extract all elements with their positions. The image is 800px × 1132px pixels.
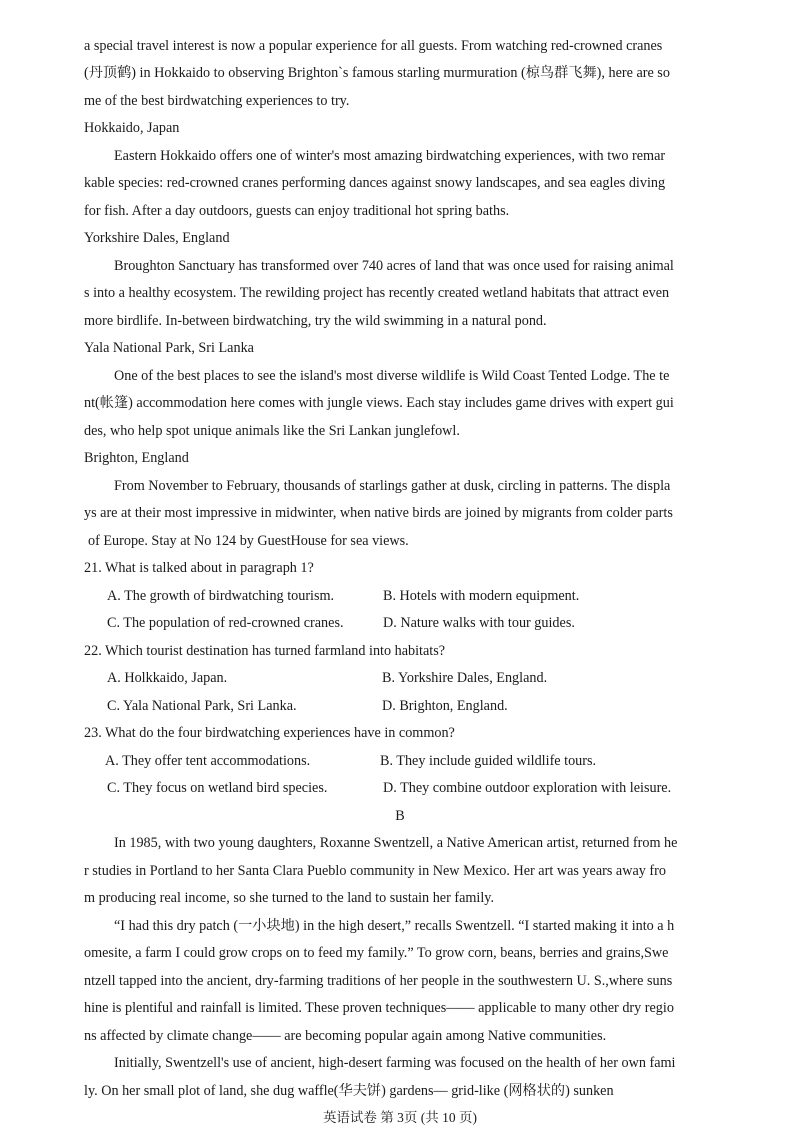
passage-b-line: m producing real income, so she turned to the land to sustain her family. (84, 890, 495, 906)
question-option: D. They combine outdoor exploration with leisure. (383, 780, 672, 796)
section-line: des, who help spot unique animals like the Sri Lankan junglefowl. (84, 423, 460, 439)
page-footer: 英语试卷 第 3页 (共 10 页) (322, 1110, 478, 1125)
passage-b-line: In 1985, with two young daughters, Roxanne Swentzell, a Native American artist, returned from he (114, 835, 678, 851)
passage-b-line: ns affected by climate change—— are becoming popular again among Native communities. (84, 1028, 607, 1044)
question-option: C. The population of red-crowned cranes. (107, 615, 344, 631)
question-option: A. They offer tent accommodations. (105, 753, 311, 769)
passage-b-label: B (395, 808, 405, 824)
section-heading-brighton: Brighton, England (84, 450, 189, 466)
passage-a-intro-line: a special travel interest is now a popular experience for all guests. From watching red-crowned cranes (84, 38, 663, 54)
section-line: Eastern Hokkaido offers one of winter's most amazing birdwatching experiences, with two remar (114, 148, 666, 164)
passage-b-line: hine is plentiful and rainfall is limited. These proven techniques—— applicable to many other dry regio (84, 1000, 674, 1016)
section-heading-hokkaido: Hokkaido, Japan (84, 120, 180, 136)
section-line: of Europe. Stay at No 124 by GuestHouse for sea views. (88, 533, 409, 549)
passage-a-intro-line: (丹顶鹤) in Hokkaido to observing Brighton`s famous starling murmuration (椋鸟群飞舞), here are so (84, 65, 670, 81)
question-stem-23: 23. What do the four birdwatching experiences have in common? (84, 725, 455, 741)
section-line: nt(帐篷) accommodation here comes with jungle views. Each stay includes game drives with expert gui (84, 395, 674, 411)
section-line: more birdlife. In-between birdwatching, try the wild swimming in a natural pond. (84, 313, 547, 329)
passage-b-line: ntzell tapped into the ancient, dry-farming traditions of her people in the southwestern U. S.,where suns (84, 973, 673, 989)
section-line: From November to February, thousands of starlings gather at dusk, circling in patterns. The displa (114, 478, 671, 494)
question-option: A. The growth of birdwatching tourism. (107, 588, 335, 604)
passage-a-intro-line: me of the best birdwatching experiences to try. (84, 93, 350, 109)
passage-b-line: Initially, Swentzell's use of ancient, high-desert farming was focused on the health of her own fami (114, 1055, 676, 1071)
question-stem-21: 21. What is talked about in paragraph 1? (84, 560, 314, 576)
question-option: B. Hotels with modern equipment. (383, 588, 580, 604)
passage-b-line: ly. On her small plot of land, she dug waffle(华夫饼) gardens— grid-like (网格状的) sunken (84, 1083, 614, 1099)
section-line: ys are at their most impressive in midwinter, when native birds are joined by migrants from colder parts (84, 505, 673, 521)
question-option: B. They include guided wildlife tours. (380, 753, 597, 769)
section-line: One of the best places to see the island's most diverse wildlife is Wild Coast Tented Lodge. The te (114, 368, 670, 384)
section-heading-yorkshire: Yorkshire Dales, England (84, 230, 230, 246)
passage-b-line: omesite, a farm I could grow crops on to feed my family.” To grow corn, beans, berries and grains,Swe (84, 945, 669, 961)
question-option: A. Holkkaido, Japan. (107, 670, 228, 686)
question-option: B. Yorkshire Dales, England. (382, 670, 548, 686)
passage-b-line: r studies in Portland to her Santa Clara Pueblo community in New Mexico. Her art was years away fro (84, 863, 666, 879)
section-heading-yala: Yala National Park, Sri Lanka (84, 340, 254, 356)
question-option: C. Yala National Park, Sri Lanka. (107, 698, 297, 714)
section-line: Broughton Sanctuary has transformed over 740 acres of land that was once used for raising animal (114, 258, 674, 274)
passage-b-line: “I had this dry patch (一小块地) in the high desert,” recalls Swentzell. “I started making it into a h (114, 918, 675, 934)
question-option: D. Nature walks with tour guides. (383, 615, 575, 631)
question-option: C. They focus on wetland bird species. (107, 780, 328, 796)
section-line: for fish. After a day outdoors, guests can enjoy traditional hot spring baths. (84, 203, 510, 219)
question-option: D. Brighton, England. (382, 698, 508, 714)
section-line: kable species: red-crowned cranes performing dances against snowy landscapes, and sea eagles diving (84, 175, 666, 191)
section-line: s into a healthy ecosystem. The rewilding project has recently created wetland habitats that attract even (84, 285, 670, 301)
question-stem-22: 22. Which tourist destination has turned farmland into habitats? (84, 643, 446, 659)
